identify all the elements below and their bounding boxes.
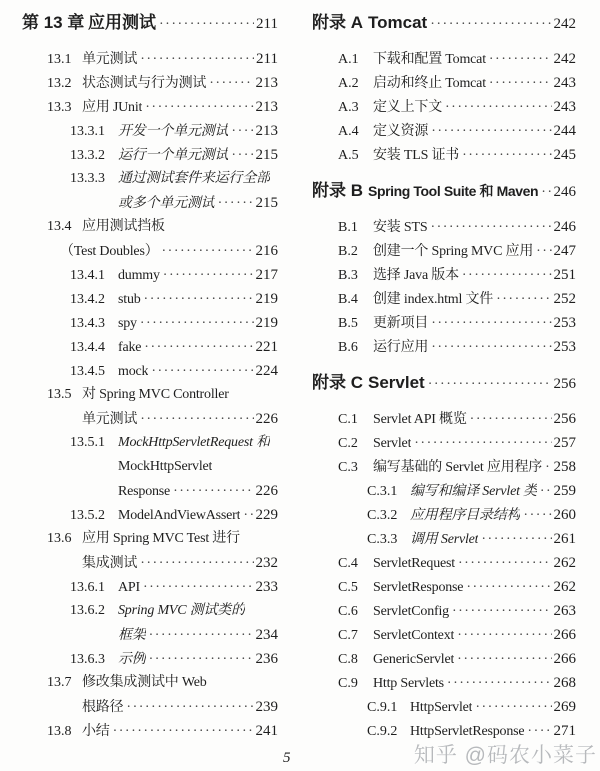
dot-leader-icon <box>447 672 552 696</box>
entry-number: A.4 <box>338 124 359 139</box>
entry-number: C.4 <box>338 556 358 571</box>
entry-title: HttpServletResponse <box>410 724 525 739</box>
entry-title: 选择 Java 版本 <box>373 268 459 283</box>
toc-entry-line <box>22 263 278 287</box>
entry-number: 13.4.2 <box>70 292 105 307</box>
toc-entry-line <box>22 287 278 311</box>
toc-heading <box>312 176 576 206</box>
toc-entry-line <box>312 239 576 263</box>
page-ref: 251 <box>553 267 576 283</box>
entry-title: 单元测试 <box>82 52 138 67</box>
entry-title: 创建 index.html 文件 <box>373 292 494 307</box>
page-ref: 213 <box>255 99 278 115</box>
toc-entry-line <box>22 527 278 551</box>
toc-entry-line <box>312 695 576 719</box>
watermark: 知乎 @码农小菜子 <box>413 744 597 767</box>
dot-leader-icon <box>163 264 254 288</box>
dot-leader-icon <box>144 336 253 360</box>
page-ref: 243 <box>553 99 576 115</box>
page-ref: 241 <box>255 723 278 739</box>
entry-number: 13.2 <box>47 76 72 91</box>
page-ref: 252 <box>553 291 576 307</box>
entry-title: Spring MVC 测试类的 <box>118 603 245 618</box>
toc-entry-line <box>22 647 278 671</box>
entry-number: B.1 <box>338 220 358 235</box>
entry-title: 集成测试 <box>82 556 138 571</box>
toc-entry-line <box>22 383 278 407</box>
dot-leader-icon <box>431 336 551 360</box>
toc-entry-line <box>22 575 278 599</box>
toc-entry-line <box>312 623 576 647</box>
toc-entry-line <box>22 191 278 215</box>
toc-entry-line <box>22 623 278 647</box>
entry-title: 单元测试 <box>82 412 138 427</box>
toc-entry-line <box>312 287 576 311</box>
page-ref: 257 <box>553 435 576 451</box>
toc-entry-line <box>22 95 278 119</box>
page-ref: 244 <box>553 123 576 139</box>
entry-number: 13.3.3 <box>70 171 105 186</box>
dot-leader-icon <box>151 360 253 384</box>
page-ref: 266 <box>553 627 576 643</box>
entry-number: A.1 <box>338 52 359 67</box>
entry-number: 13.4 <box>47 219 72 234</box>
dot-leader-icon <box>545 456 551 480</box>
dot-leader-icon <box>140 312 254 336</box>
toc-entry-line <box>312 455 576 479</box>
toc-entry-line <box>312 71 576 95</box>
entry-title: spy <box>118 316 137 331</box>
toc-column-right <box>312 8 576 743</box>
entry-number: B.5 <box>338 316 358 331</box>
entry-number: C.8 <box>338 652 358 667</box>
page-ref: 242 <box>553 16 576 32</box>
entry-title: 安装 STS <box>373 220 428 235</box>
toc-entry-line <box>312 503 576 527</box>
toc-entry-line <box>312 575 576 599</box>
entry-title: 定义上下文 <box>373 100 442 115</box>
toc-entry-line <box>22 167 278 191</box>
toc-entry-line <box>312 671 576 695</box>
page-ref: 258 <box>553 459 576 475</box>
toc-entry-line <box>22 311 278 335</box>
entry-title: 示例 <box>118 652 146 667</box>
entry-title: 开发一个单元测试 <box>118 124 229 139</box>
toc-entry-line <box>312 599 576 623</box>
dot-leader-icon <box>481 528 551 552</box>
page-ref: 224 <box>255 363 278 379</box>
page-ref: 269 <box>553 699 576 715</box>
toc-entry-line <box>22 671 278 695</box>
entry-title: （Test Doubles） <box>60 244 159 259</box>
toc-entry-line <box>22 455 278 479</box>
entry-number: 13.3.2 <box>70 148 105 163</box>
page-ref: 236 <box>255 651 278 667</box>
toc-heading <box>312 8 576 38</box>
entry-number: 13.6 <box>47 531 72 546</box>
dot-leader-icon <box>466 576 551 600</box>
toc-heading <box>312 368 576 398</box>
page-ref: 234 <box>255 627 278 643</box>
toc-entry-line <box>312 647 576 671</box>
dot-leader-icon <box>140 48 254 72</box>
entry-title: HttpServlet <box>410 700 473 715</box>
dot-leader-icon <box>458 552 552 576</box>
toc-entry-line <box>312 311 576 335</box>
toc-column-left <box>22 8 278 743</box>
chapter-number: 附录 A <box>312 13 363 32</box>
entry-title: 编写基础的 Servlet 应用程序 <box>373 460 543 475</box>
page-number: 5 <box>283 750 291 766</box>
page-ref: 229 <box>255 507 278 523</box>
entry-title: 小结 <box>82 724 110 739</box>
entry-number: 13.5.1 <box>70 435 105 450</box>
entry-number: C.3 <box>338 460 358 475</box>
toc-entry-line <box>312 215 576 239</box>
toc-entry-line <box>22 143 278 167</box>
page-ref: 263 <box>553 603 576 619</box>
page-ref: 216 <box>255 243 278 259</box>
toc-entry-line <box>22 479 278 503</box>
page-ref: 243 <box>553 75 576 91</box>
toc-entry-line <box>312 527 576 551</box>
page-ref: 262 <box>553 555 576 571</box>
page-ref: 232 <box>255 555 278 571</box>
toc-entry-line <box>22 503 278 527</box>
page-ref: 213 <box>255 75 278 91</box>
entry-number: 13.6.2 <box>70 603 105 618</box>
toc-entry-line <box>22 407 278 431</box>
dot-leader-icon <box>113 720 254 744</box>
entry-title: Servlet <box>373 436 412 451</box>
entry-title: MockHttpServlet <box>118 459 213 474</box>
entry-title: 运行一个单元测试 <box>118 148 229 163</box>
entry-number: C.3.1 <box>367 484 398 499</box>
page-ref: 239 <box>255 699 278 715</box>
page-ref: 245 <box>553 147 576 163</box>
toc-entry-line <box>312 479 576 503</box>
chapter-number: 附录 C <box>312 373 363 392</box>
entry-title: Response <box>118 484 171 499</box>
dot-leader-icon <box>431 312 551 336</box>
entry-number: 13.6.3 <box>70 652 105 667</box>
page-ref: 211 <box>256 16 278 32</box>
dot-leader-icon <box>462 144 551 168</box>
dot-leader-icon <box>218 192 254 216</box>
entry-number: 13.1 <box>47 52 72 67</box>
entry-title: 更新项目 <box>373 316 429 331</box>
page-ref: 242 <box>553 51 576 67</box>
entry-number: A.3 <box>338 100 359 115</box>
entry-title: 根路径 <box>82 700 124 715</box>
toc-entry-line <box>22 47 278 71</box>
entry-title: 对 Spring MVC Controller <box>82 387 229 402</box>
toc-entry-line <box>22 239 278 263</box>
toc-block <box>312 368 576 743</box>
page-ref: 261 <box>553 531 576 547</box>
dot-leader-icon <box>496 288 551 312</box>
entry-number: A.2 <box>338 76 359 91</box>
page-ref: 256 <box>553 376 576 392</box>
entry-title: 框架 <box>118 628 146 643</box>
page-ref: 233 <box>255 579 278 595</box>
entry-title: fake <box>118 340 142 355</box>
dot-leader-icon <box>430 8 551 40</box>
chapter-title: Tomcat <box>368 13 428 32</box>
toc-entry-line <box>22 599 278 623</box>
dot-leader-icon <box>143 576 254 600</box>
dot-leader-icon <box>457 648 551 672</box>
entry-number: B.2 <box>338 244 358 259</box>
entry-number: 13.4.1 <box>70 268 105 283</box>
entry-number: 13.5 <box>47 387 72 402</box>
entry-title: 调用 Servlet <box>410 532 479 547</box>
dot-leader-icon <box>243 504 253 528</box>
page-ref: 271 <box>553 723 576 739</box>
entry-number: C.9.1 <box>367 700 398 715</box>
entry-number: B.4 <box>338 292 358 307</box>
page-ref: 246 <box>553 219 576 235</box>
toc-entry-line <box>22 215 278 239</box>
entry-title: 下载和配置 Tomcat <box>373 52 486 67</box>
dot-leader-icon <box>159 8 254 40</box>
dot-leader-icon <box>140 552 253 576</box>
dot-leader-icon <box>414 432 551 456</box>
entry-title: 修改集成测试中 Web <box>82 675 207 690</box>
toc-entry-line <box>22 551 278 575</box>
page-ref: 226 <box>255 411 278 427</box>
dot-leader-icon <box>489 72 552 96</box>
page-ref: 219 <box>255 291 278 307</box>
toc-entry-line <box>22 119 278 143</box>
page-ref: 215 <box>255 147 278 163</box>
page-ref: 268 <box>553 675 576 691</box>
page-ref: 260 <box>553 507 576 523</box>
dot-leader-icon <box>231 144 253 168</box>
page-ref: 253 <box>553 315 576 331</box>
entry-number: C.3.3 <box>367 532 398 547</box>
entry-title: 应用测试挡板 <box>82 219 165 234</box>
page-ref: 259 <box>553 483 576 499</box>
entry-title: 状态测试与行为测试 <box>82 76 207 91</box>
page-ref: 262 <box>553 579 576 595</box>
page-ref: 226 <box>255 483 278 499</box>
entry-title: 或多个单元测试 <box>118 196 215 211</box>
page-ref: 213 <box>255 123 278 139</box>
entry-number: C.1 <box>338 412 358 427</box>
entry-number: 13.3 <box>47 100 72 115</box>
dot-leader-icon <box>231 120 253 144</box>
dot-leader-icon <box>149 648 254 672</box>
toc-block <box>312 176 576 359</box>
dot-leader-icon <box>536 240 551 264</box>
dot-leader-icon <box>541 176 551 208</box>
page-ref: 266 <box>553 651 576 667</box>
entry-title: API <box>118 580 140 595</box>
entry-title: dummy <box>118 268 160 283</box>
dot-leader-icon <box>540 480 552 504</box>
entry-number: B.6 <box>338 340 358 355</box>
page-ref: 256 <box>553 411 576 427</box>
dot-leader-icon <box>523 504 551 528</box>
dot-leader-icon <box>470 408 552 432</box>
entry-title: 通过测试套件来运行全部 <box>118 171 270 186</box>
dot-leader-icon <box>149 624 254 648</box>
chapter-number: 第 13 章 <box>22 13 85 32</box>
entry-number: 13.5.2 <box>70 508 105 523</box>
toc-entry-line <box>22 71 278 95</box>
entry-title: 编写和编译 Servlet 类 <box>410 484 537 499</box>
dot-leader-icon <box>475 696 551 720</box>
dot-leader-icon <box>428 368 552 400</box>
toc-entry-line <box>22 719 278 743</box>
entry-number: 13.4.4 <box>70 340 105 355</box>
entry-number: B.3 <box>338 268 358 283</box>
entry-number: A.5 <box>338 148 359 163</box>
toc-entry-line <box>312 47 576 71</box>
entry-title: 启动和终止 Tomcat <box>373 76 486 91</box>
toc-entry-line <box>22 695 278 719</box>
toc-entry-line <box>22 335 278 359</box>
page-ref: 247 <box>553 243 576 259</box>
entry-number: 13.8 <box>47 724 72 739</box>
entry-number: C.9.2 <box>367 724 398 739</box>
page-ref: 217 <box>255 267 278 283</box>
entry-title: 安装 TLS 证书 <box>373 148 460 163</box>
entry-title: ServletResponse <box>373 580 464 595</box>
entry-title: 应用 JUnit <box>82 100 143 115</box>
entry-title: 创建一个 Spring MVC 应用 <box>373 244 534 259</box>
entry-number: C.6 <box>338 604 358 619</box>
entry-title: ServletContext <box>373 628 455 643</box>
entry-title: mock <box>118 364 149 379</box>
dot-leader-icon <box>209 72 253 96</box>
entry-title: ServletRequest <box>373 556 455 571</box>
chapter-title: Servlet <box>368 373 425 392</box>
entry-number: C.7 <box>338 628 358 643</box>
toc-entry-line <box>312 407 576 431</box>
toc-block <box>22 8 278 743</box>
toc-entry-line <box>312 95 576 119</box>
entry-number: 13.3.1 <box>70 124 105 139</box>
dot-leader-icon <box>430 216 551 240</box>
page-ref: 215 <box>255 195 278 211</box>
toc-entry-line <box>312 119 576 143</box>
page-ref: 211 <box>256 51 278 67</box>
toc-block <box>312 8 576 167</box>
toc-entry-line <box>312 551 576 575</box>
toc-entry-line <box>312 143 576 167</box>
dot-leader-icon <box>462 264 552 288</box>
entry-title: Http Servlets <box>373 676 444 691</box>
entry-number: 13.4.3 <box>70 316 105 331</box>
toc-heading <box>22 8 278 38</box>
toc-entry-line <box>312 335 576 359</box>
page-ref: 219 <box>255 315 278 331</box>
entry-title: GenericServlet <box>373 652 455 667</box>
entry-title: ModelAndViewAssert <box>118 508 241 523</box>
entry-number: C.5 <box>338 580 358 595</box>
toc-entry-line <box>312 431 576 455</box>
entry-title: 运行应用 <box>373 340 429 355</box>
entry-title: 定义资源 <box>373 124 429 139</box>
entry-number: 13.6.1 <box>70 580 105 595</box>
entry-title: ServletConfig <box>373 604 449 619</box>
entry-title: MockHttpServletRequest 和 <box>118 435 270 450</box>
page-ref: 246 <box>553 184 576 200</box>
entry-title: 应用 Spring MVC Test 进行 <box>82 531 240 546</box>
dot-leader-icon <box>144 288 254 312</box>
chapter-title: Spring Tool Suite 和 Maven <box>368 183 539 199</box>
entry-number: C.2 <box>338 436 358 451</box>
dot-leader-icon <box>126 696 253 720</box>
dot-leader-icon <box>489 48 552 72</box>
entry-title: stub <box>118 292 141 307</box>
toc-entry-line <box>22 431 278 455</box>
dot-leader-icon <box>457 624 551 648</box>
dot-leader-icon <box>140 408 253 432</box>
entry-number: C.9 <box>338 676 358 691</box>
entry-title: 应用程序目录结构 <box>410 508 521 523</box>
page-ref: 221 <box>255 339 278 355</box>
entry-number: 13.7 <box>47 675 72 690</box>
toc-entry-line <box>312 263 576 287</box>
entry-number: 13.4.5 <box>70 364 105 379</box>
toc-entry-line <box>22 359 278 383</box>
dot-leader-icon <box>445 96 552 120</box>
chapter-number: 附录 B <box>312 181 363 200</box>
entry-title: Servlet API 概览 <box>373 412 467 427</box>
dot-leader-icon <box>452 600 552 624</box>
chapter-title: 应用测试 <box>88 13 156 32</box>
dot-leader-icon <box>145 96 253 120</box>
page-ref: 253 <box>553 339 576 355</box>
entry-number: C.3.2 <box>367 508 398 523</box>
dot-leader-icon <box>173 480 253 504</box>
dot-leader-icon <box>431 120 551 144</box>
dot-leader-icon <box>162 240 254 264</box>
